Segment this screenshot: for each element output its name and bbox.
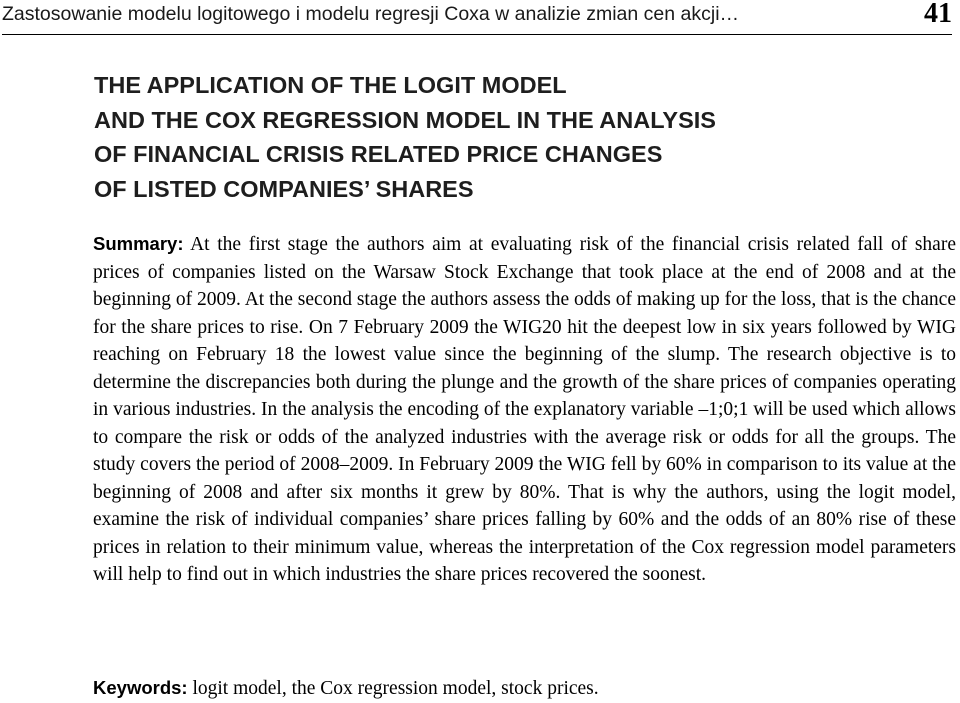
page-number: 41 (924, 0, 952, 29)
summary-text: At the first stage the authors aim at evaluating risk of the financial crisis related fall of share prices of companies listed on the Warsaw Stock Exchange that took place at the end of 2008 and at the beginning of 2009. At the second stage the authors assess the odds of making up for the loss, that is the chance for the share prices to rise. On 7 February 2009 the WIG20 hit the deepest low in six years followed by WIG reaching on February 18 the lowest value since the beginning of the slump. The research objective is to determine the discrepancies both during the plunge and the growth of the share prices of companies operating in various industries. In the analysis the encoding of the explanatory variable –1;0;1 will be used which allows to compare the risk or odds of the analyzed industries with the average risk or odds for all the groups. The study covers the period of 2008–2009. In February 2009 the WIG fell by 60% in comparison to its value at the beginning of 2008 and after six months it grew by 80%. That is why the authors, using the logit model, examine the risk of individual companies’ share prices falling by 60% and the odds of an 80% rise of these prices in relation to their minimum value, whereas the interpretation of the Cox regression model parameters will help to find out in which industries the share prices recovered the soonest. (93, 234, 956, 585)
keywords-line (93, 674, 599, 702)
article-title (94, 68, 716, 207)
title-line: AND THE COX REGRESSION MODEL IN THE ANALYSIS (94, 106, 716, 133)
title-line: OF FINANCIAL CRISIS RELATED PRICE CHANGES (94, 141, 663, 168)
summary-label: Summary: (93, 233, 184, 254)
keywords-label: Keywords: (93, 677, 188, 698)
title-line: OF LISTED COMPANIES’ SHARES (94, 176, 474, 203)
keywords-text: logit model, the Cox regression model, stock prices. (192, 678, 599, 699)
summary-paragraph (93, 230, 956, 589)
running-title: Zastosowanie modelu logitowego i modelu regresji Coxa w analizie zmian cen akcji… (2, 3, 740, 25)
title-line: THE APPLICATION OF THE LOGIT MODEL (94, 72, 567, 98)
running-header (2, 0, 952, 35)
